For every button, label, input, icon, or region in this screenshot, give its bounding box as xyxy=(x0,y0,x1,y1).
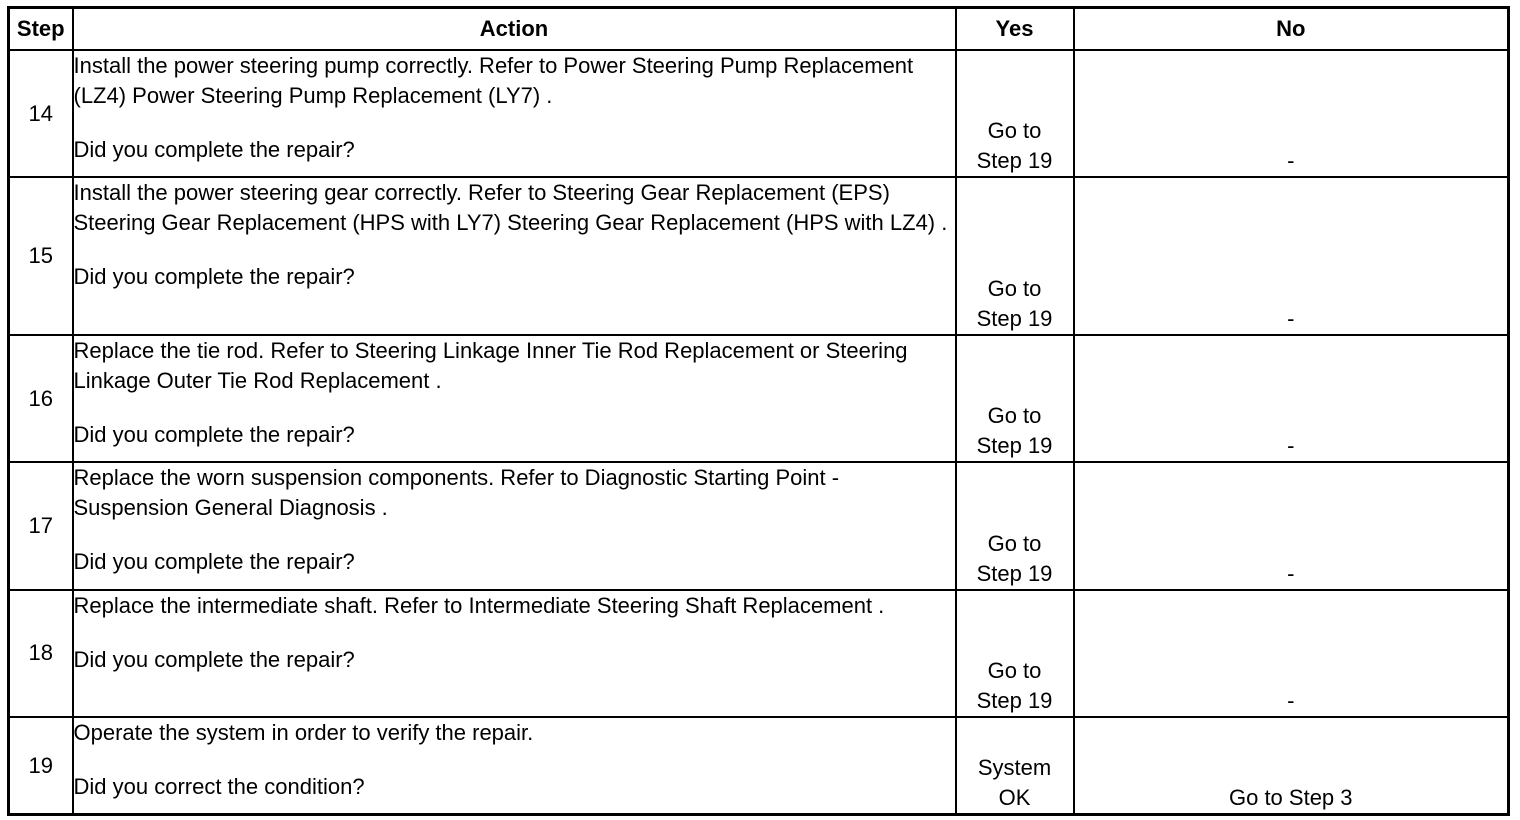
action-question: Did you complete the repair? xyxy=(73,646,355,672)
yes-cell xyxy=(956,335,1074,462)
yes-text-line2: Step 19 xyxy=(976,433,1053,459)
step-number: 17 xyxy=(9,462,73,589)
yes-text-line2: Step 19 xyxy=(976,148,1053,174)
table-header-row xyxy=(9,8,1509,51)
no-cell: - xyxy=(1074,177,1509,335)
yes-cell xyxy=(956,717,1074,814)
yes-cell xyxy=(956,590,1074,717)
table-row xyxy=(9,177,1509,335)
step-number: 19 xyxy=(9,717,73,814)
header-action: Action xyxy=(73,8,956,51)
no-cell: - xyxy=(1074,590,1509,717)
yes-text-line1: Go to xyxy=(987,118,1042,144)
table-row xyxy=(9,335,1509,462)
action-question: Did you complete the repair? xyxy=(73,137,355,162)
action-cell xyxy=(73,50,956,177)
table-row xyxy=(9,50,1509,177)
action-cell xyxy=(73,335,956,462)
step-number: 16 xyxy=(9,335,73,462)
step-number: 18 xyxy=(9,590,73,717)
yes-cell xyxy=(956,462,1074,589)
step-number: 14 xyxy=(9,50,73,177)
action-cell xyxy=(73,177,956,335)
action-question: Did you complete the repair? xyxy=(73,421,355,447)
yes-text-line1: System xyxy=(977,755,1052,780)
yes-text-line1: Go to xyxy=(987,530,1042,556)
action-question: Did you correct the condition? xyxy=(73,774,365,800)
action-cell xyxy=(73,590,956,717)
yes-text-line2: Step 19 xyxy=(976,688,1053,714)
action-text: Install the power steering pump correctly. Refer to Power Steering Pump Replacement (LZ4) Power Steering Pump Replacement (LY7) . xyxy=(73,53,914,108)
yes-text-line2: OK xyxy=(998,785,1031,810)
diagnostic-steps-table xyxy=(7,6,1510,816)
header-yes: Yes xyxy=(956,8,1074,51)
step-number: 15 xyxy=(9,177,73,335)
no-cell: - xyxy=(1074,462,1509,589)
action-cell xyxy=(73,717,956,814)
yes-text-line1: Go to xyxy=(987,403,1042,429)
action-question: Did you complete the repair? xyxy=(73,264,355,290)
table-row xyxy=(9,462,1509,589)
action-cell xyxy=(73,462,956,589)
no-cell: - xyxy=(1074,335,1509,462)
action-text: Replace the intermediate shaft. Refer to Intermediate Steering Shaft Replacement . xyxy=(73,592,885,618)
yes-cell xyxy=(956,177,1074,335)
yes-text-line2: Step 19 xyxy=(976,305,1053,331)
action-text: Install the power steering gear correctly. Refer to Steering Gear Replacement (EPS) Steering Gear Replacement (HPS with LY7) Steering Gear Replacement (HPS with LZ4) . xyxy=(73,180,948,236)
no-cell: - xyxy=(1074,50,1509,177)
action-text: Operate the system in order to verify the repair. xyxy=(73,720,534,746)
yes-text-line1: Go to xyxy=(987,658,1042,684)
action-text: Replace the worn suspension components. Refer to Diagnostic Starting Point - Suspension General Diagnosis . xyxy=(73,465,840,521)
yes-text-line1: Go to xyxy=(987,275,1042,301)
action-question: Did you complete the repair? xyxy=(73,549,355,575)
action-text: Replace the tie rod. Refer to Steering Linkage Inner Tie Rod Replacement or Steering Linkage Outer Tie Rod Replacement . xyxy=(73,337,908,393)
header-step: Step xyxy=(9,8,73,51)
no-cell: Go to Step 3 xyxy=(1074,717,1509,814)
header-no: No xyxy=(1074,8,1509,51)
table-row xyxy=(9,717,1509,814)
table-row xyxy=(9,590,1509,717)
yes-cell xyxy=(956,50,1074,177)
yes-text-line2: Step 19 xyxy=(976,560,1053,586)
